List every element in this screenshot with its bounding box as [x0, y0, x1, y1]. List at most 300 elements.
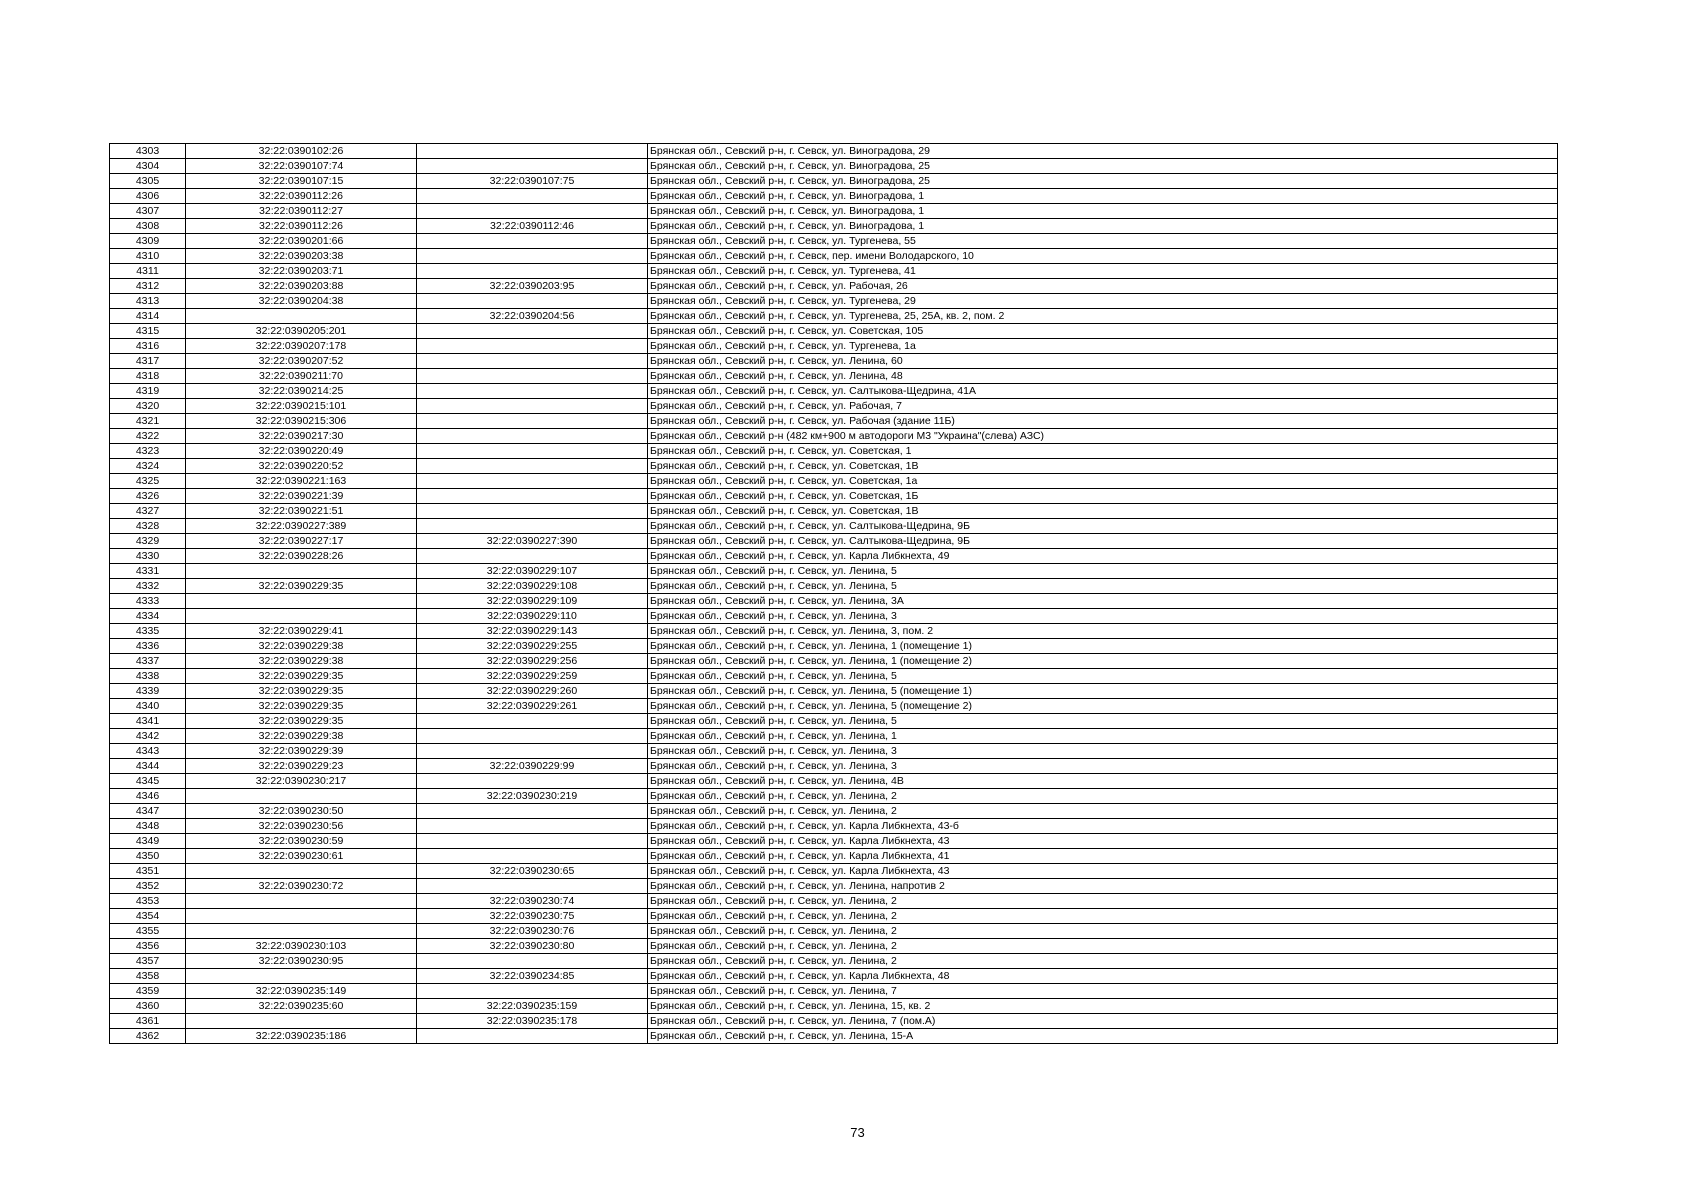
- address-cell: Брянская обл., Севский р-н, г. Севск, ул. Советская, 1В: [648, 504, 1558, 519]
- cadastral-number-cell: 32:22:0390207:178: [186, 339, 417, 354]
- table-row: [110, 984, 1558, 999]
- address-cell: Брянская обл., Севский р-н, г. Севск, ул. Ленина, 2: [648, 909, 1558, 924]
- address-cell: Брянская обл., Севский р-н, г. Севск, ул. Рабочая, 7: [648, 399, 1558, 414]
- address-cell: Брянская обл., Севский р-н, г. Севск, ул. Ленина, 2: [648, 954, 1558, 969]
- cadastral-number-cell: 32:22:0390207:52: [186, 354, 417, 369]
- table-row: [110, 879, 1558, 894]
- table-row: [110, 354, 1558, 369]
- cadastral-number-cell: 32:22:0390229:35: [186, 714, 417, 729]
- table-row: [110, 159, 1558, 174]
- table-body: [110, 144, 1558, 1044]
- address-cell: Брянская обл., Севский р-н, г. Севск, ул. Тургенева, 29: [648, 294, 1558, 309]
- cadastral-number-cell: 32:22:0390203:71: [186, 264, 417, 279]
- row-number-cell: 4325: [110, 474, 186, 489]
- linked-cadastral-number-cell: [417, 234, 648, 249]
- address-cell: Брянская обл., Севский р-н, г. Севск, ул. Ленина, 3: [648, 744, 1558, 759]
- cadastral-number-cell: 32:22:0390201:66: [186, 234, 417, 249]
- table-row: [110, 909, 1558, 924]
- cadastral-number-cell: 32:22:0390227:389: [186, 519, 417, 534]
- cadastral-number-cell: [186, 894, 417, 909]
- address-cell: Брянская обл., Севский р-н, г. Севск, ул. Ленина, 3А: [648, 594, 1558, 609]
- row-number-cell: 4344: [110, 759, 186, 774]
- row-number-cell: 4348: [110, 819, 186, 834]
- row-number-cell: 4324: [110, 459, 186, 474]
- row-number-cell: 4358: [110, 969, 186, 984]
- table-row: [110, 864, 1558, 879]
- row-number-cell: 4354: [110, 909, 186, 924]
- cadastral-number-cell: 32:22:0390215:306: [186, 414, 417, 429]
- cadastral-number-cell: 32:22:0390107:15: [186, 174, 417, 189]
- table-row: [110, 774, 1558, 789]
- linked-cadastral-number-cell: [417, 819, 648, 834]
- row-number-cell: 4331: [110, 564, 186, 579]
- linked-cadastral-number-cell: 32:22:0390229:99: [417, 759, 648, 774]
- linked-cadastral-number-cell: [417, 459, 648, 474]
- linked-cadastral-number-cell: 32:22:0390229:259: [417, 669, 648, 684]
- address-cell: Брянская обл., Севский р-н, г. Севск, ул. Ленина, 2: [648, 939, 1558, 954]
- row-number-cell: 4307: [110, 204, 186, 219]
- table-row: [110, 219, 1558, 234]
- address-cell: Брянская обл., Севский р-н, г. Севск, ул. Ленина, 5: [648, 564, 1558, 579]
- table-row: [110, 249, 1558, 264]
- address-cell: Брянская обл., Севский р-н, г. Севск, ул. Карла Либкнехта, 49: [648, 549, 1558, 564]
- row-number-cell: 4312: [110, 279, 186, 294]
- row-number-cell: 4361: [110, 1014, 186, 1029]
- row-number-cell: 4362: [110, 1029, 186, 1044]
- row-number-cell: 4304: [110, 159, 186, 174]
- linked-cadastral-number-cell: [417, 414, 648, 429]
- cadastral-number-cell: 32:22:0390230:95: [186, 954, 417, 969]
- row-number-cell: 4349: [110, 834, 186, 849]
- linked-cadastral-number-cell: 32:22:0390235:178: [417, 1014, 648, 1029]
- row-number-cell: 4333: [110, 594, 186, 609]
- table-row: [110, 714, 1558, 729]
- row-number-cell: 4328: [110, 519, 186, 534]
- address-cell: Брянская обл., Севский р-н, г. Севск, ул. Советская, 1Б: [648, 489, 1558, 504]
- row-number-cell: 4346: [110, 789, 186, 804]
- linked-cadastral-number-cell: [417, 324, 648, 339]
- table-row: [110, 684, 1558, 699]
- linked-cadastral-number-cell: [417, 474, 648, 489]
- table-row: [110, 294, 1558, 309]
- table-row: [110, 924, 1558, 939]
- address-cell: Брянская обл., Севский р-н, г. Севск, ул. Карла Либкнехта, 43-б: [648, 819, 1558, 834]
- table-row: [110, 849, 1558, 864]
- address-cell: Брянская обл., Севский р-н, г. Севск, ул. Советская, 1: [648, 444, 1558, 459]
- row-number-cell: 4311: [110, 264, 186, 279]
- address-cell: Брянская обл., Севский р-н, г. Севск, ул. Салтыкова-Щедрина, 41А: [648, 384, 1558, 399]
- cadastral-number-cell: 32:22:0390229:39: [186, 744, 417, 759]
- table-row: [110, 309, 1558, 324]
- address-cell: Брянская обл., Севский р-н, г. Севск, ул. Рабочая (здание 11Б): [648, 414, 1558, 429]
- table-row: [110, 534, 1558, 549]
- cadastral-number-cell: [186, 609, 417, 624]
- linked-cadastral-number-cell: [417, 774, 648, 789]
- linked-cadastral-number-cell: 32:22:0390230:74: [417, 894, 648, 909]
- linked-cadastral-number-cell: 32:22:0390112:46: [417, 219, 648, 234]
- table-row: [110, 279, 1558, 294]
- cadastral-number-cell: [186, 924, 417, 939]
- cadastral-number-cell: 32:22:0390204:38: [186, 294, 417, 309]
- linked-cadastral-number-cell: 32:22:0390203:95: [417, 279, 648, 294]
- cadastral-number-cell: 32:22:0390227:17: [186, 534, 417, 549]
- linked-cadastral-number-cell: [417, 714, 648, 729]
- table-row: [110, 504, 1558, 519]
- table-row: [110, 459, 1558, 474]
- cadastral-number-cell: 32:22:0390230:61: [186, 849, 417, 864]
- linked-cadastral-number-cell: [417, 744, 648, 759]
- address-cell: Брянская обл., Севский р-н, г. Севск, ул. Виноградова, 25: [648, 159, 1558, 174]
- linked-cadastral-number-cell: [417, 954, 648, 969]
- linked-cadastral-number-cell: [417, 504, 648, 519]
- linked-cadastral-number-cell: [417, 729, 648, 744]
- table-row: [110, 144, 1558, 159]
- address-cell: Брянская обл., Севский р-н, г. Севск, ул. Ленина, 3: [648, 609, 1558, 624]
- table-row: [110, 519, 1558, 534]
- table-row: [110, 399, 1558, 414]
- table-row: [110, 414, 1558, 429]
- row-number-cell: 4352: [110, 879, 186, 894]
- address-cell: Брянская обл., Севский р-н, г. Севск, ул. Ленина, 1: [648, 729, 1558, 744]
- row-number-cell: 4314: [110, 309, 186, 324]
- row-number-cell: 4310: [110, 249, 186, 264]
- address-cell: Брянская обл., Севский р-н, г. Севск, ул. Ленина, 5: [648, 714, 1558, 729]
- row-number-cell: 4335: [110, 624, 186, 639]
- table-row: [110, 819, 1558, 834]
- row-number-cell: 4308: [110, 219, 186, 234]
- cadastral-number-cell: [186, 594, 417, 609]
- row-number-cell: 4338: [110, 669, 186, 684]
- address-cell: Брянская обл., Севский р-н, г. Севск, ул. Виноградова, 1: [648, 189, 1558, 204]
- address-cell: Брянская обл., Севский р-н, г. Севск, ул. Тургенева, 25, 25А, кв. 2, пом. 2: [648, 309, 1558, 324]
- address-cell: Брянская обл., Севский р-н, г. Севск, ул. Виноградова, 29: [648, 144, 1558, 159]
- linked-cadastral-number-cell: [417, 369, 648, 384]
- cadastral-number-cell: 32:22:0390107:74: [186, 159, 417, 174]
- address-cell: Брянская обл., Севский р-н, г. Севск, ул. Рабочая, 26: [648, 279, 1558, 294]
- cadastral-number-cell: 32:22:0390221:51: [186, 504, 417, 519]
- row-number-cell: 4319: [110, 384, 186, 399]
- row-number-cell: 4327: [110, 504, 186, 519]
- linked-cadastral-number-cell: 32:22:0390229:109: [417, 594, 648, 609]
- table-row: [110, 234, 1558, 249]
- linked-cadastral-number-cell: 32:22:0390234:85: [417, 969, 648, 984]
- cadastral-number-cell: 32:22:0390230:217: [186, 774, 417, 789]
- row-number-cell: 4339: [110, 684, 186, 699]
- address-cell: Брянская обл., Севский р-н, г. Севск, ул. Карла Либкнехта, 48: [648, 969, 1558, 984]
- table-row: [110, 654, 1558, 669]
- row-number-cell: 4305: [110, 174, 186, 189]
- address-cell: Брянская обл., Севский р-н, г. Севск, ул. Советская, 1а: [648, 474, 1558, 489]
- address-cell: Брянская обл., Севский р-н, г. Севск, ул. Советская, 105: [648, 324, 1558, 339]
- cadastral-number-cell: 32:22:0390230:56: [186, 819, 417, 834]
- address-cell: Брянская обл., Севский р-н, г. Севск, ул. Ленина, 5 (помещение 1): [648, 684, 1558, 699]
- linked-cadastral-number-cell: [417, 399, 648, 414]
- cadastral-number-cell: 32:22:0390229:41: [186, 624, 417, 639]
- address-cell: Брянская обл., Севский р-н, г. Севск, ул. Карла Либкнехта, 43: [648, 834, 1558, 849]
- row-number-cell: 4318: [110, 369, 186, 384]
- cadastral-number-cell: 32:22:0390229:38: [186, 639, 417, 654]
- row-number-cell: 4342: [110, 729, 186, 744]
- linked-cadastral-number-cell: 32:22:0390230:219: [417, 789, 648, 804]
- table-row: [110, 564, 1558, 579]
- cadastral-number-cell: 32:22:0390229:23: [186, 759, 417, 774]
- cadastral-number-cell: 32:22:0390235:149: [186, 984, 417, 999]
- address-cell: Брянская обл., Севский р-н, г. Севск, ул. Ленина, напротив 2: [648, 879, 1558, 894]
- cadastral-number-cell: 32:22:0390215:101: [186, 399, 417, 414]
- row-number-cell: 4326: [110, 489, 186, 504]
- cadastral-number-cell: 32:22:0390230:72: [186, 879, 417, 894]
- address-cell: Брянская обл., Севский р-н, г. Севск, ул. Советская, 1В: [648, 459, 1558, 474]
- cadastral-number-cell: 32:22:0390112:27: [186, 204, 417, 219]
- cadastral-number-cell: 32:22:0390221:39: [186, 489, 417, 504]
- registry-table: [109, 143, 1558, 1044]
- address-cell: Брянская обл., Севский р-н, г. Севск, ул. Ленина, 2: [648, 894, 1558, 909]
- table-row: [110, 1029, 1558, 1044]
- row-number-cell: 4350: [110, 849, 186, 864]
- row-number-cell: 4357: [110, 954, 186, 969]
- cadastral-number-cell: 32:22:0390220:52: [186, 459, 417, 474]
- cadastral-number-cell: 32:22:0390235:60: [186, 999, 417, 1014]
- cadastral-number-cell: [186, 1014, 417, 1029]
- table-row: [110, 699, 1558, 714]
- cadastral-number-cell: 32:22:0390229:35: [186, 669, 417, 684]
- address-cell: Брянская обл., Севский р-н, г. Севск, ул. Ленина, 5: [648, 669, 1558, 684]
- row-number-cell: 4341: [110, 714, 186, 729]
- cadastral-number-cell: 32:22:0390235:186: [186, 1029, 417, 1044]
- linked-cadastral-number-cell: [417, 444, 648, 459]
- row-number-cell: 4315: [110, 324, 186, 339]
- cadastral-number-cell: 32:22:0390229:38: [186, 729, 417, 744]
- table-row: [110, 804, 1558, 819]
- address-cell: Брянская обл., Севский р-н, г. Севск, пер. имени Володарского, 10: [648, 249, 1558, 264]
- row-number-cell: 4320: [110, 399, 186, 414]
- cadastral-number-cell: [186, 864, 417, 879]
- address-cell: Брянская обл., Севский р-н, г. Севск, ул. Карла Либкнехта, 43: [648, 864, 1558, 879]
- linked-cadastral-number-cell: 32:22:0390227:390: [417, 534, 648, 549]
- row-number-cell: 4340: [110, 699, 186, 714]
- table-row: [110, 579, 1558, 594]
- cadastral-number-cell: 32:22:0390203:88: [186, 279, 417, 294]
- linked-cadastral-number-cell: [417, 489, 648, 504]
- table-row: [110, 174, 1558, 189]
- linked-cadastral-number-cell: [417, 144, 648, 159]
- table-row: [110, 999, 1558, 1014]
- cadastral-number-cell: 32:22:0390211:70: [186, 369, 417, 384]
- table-row: [110, 729, 1558, 744]
- cadastral-number-cell: 32:22:0390229:35: [186, 579, 417, 594]
- address-cell: Брянская обл., Севский р-н, г. Севск, ул. Тургенева, 41: [648, 264, 1558, 279]
- row-number-cell: 4336: [110, 639, 186, 654]
- address-cell: Брянская обл., Севский р-н, г. Севск, ул. Ленина, 60: [648, 354, 1558, 369]
- table-row: [110, 339, 1558, 354]
- cadastral-number-cell: [186, 789, 417, 804]
- linked-cadastral-number-cell: 32:22:0390229:255: [417, 639, 648, 654]
- row-number-cell: 4313: [110, 294, 186, 309]
- table-row: [110, 429, 1558, 444]
- address-cell: Брянская обл., Севский р-н, г. Севск, ул. Виноградова, 1: [648, 204, 1558, 219]
- address-cell: Брянская обл., Севский р-н, г. Севск, ул. Ленина, 15, кв. 2: [648, 999, 1558, 1014]
- row-number-cell: 4359: [110, 984, 186, 999]
- cadastral-number-cell: [186, 969, 417, 984]
- linked-cadastral-number-cell: [417, 879, 648, 894]
- row-number-cell: 4360: [110, 999, 186, 1014]
- address-cell: Брянская обл., Севский р-н, г. Севск, ул. Ленина, 3: [648, 759, 1558, 774]
- linked-cadastral-number-cell: [417, 294, 648, 309]
- cadastral-number-cell: 32:22:0390230:103: [186, 939, 417, 954]
- table-row: [110, 489, 1558, 504]
- linked-cadastral-number-cell: 32:22:0390229:260: [417, 684, 648, 699]
- table-row: [110, 624, 1558, 639]
- linked-cadastral-number-cell: 32:22:0390229:143: [417, 624, 648, 639]
- row-number-cell: 4353: [110, 894, 186, 909]
- linked-cadastral-number-cell: [417, 354, 648, 369]
- address-cell: Брянская обл., Севский р-н, г. Севск, ул. Ленина, 4В: [648, 774, 1558, 789]
- table-row: [110, 384, 1558, 399]
- row-number-cell: 4306: [110, 189, 186, 204]
- table-row: [110, 639, 1558, 654]
- row-number-cell: 4337: [110, 654, 186, 669]
- linked-cadastral-number-cell: [417, 519, 648, 534]
- row-number-cell: 4329: [110, 534, 186, 549]
- table-row: [110, 549, 1558, 564]
- address-cell: Брянская обл., Севский р-н, г. Севск, ул. Ленина, 3, пом. 2: [648, 624, 1558, 639]
- linked-cadastral-number-cell: [417, 159, 648, 174]
- row-number-cell: 4351: [110, 864, 186, 879]
- table-row: [110, 444, 1558, 459]
- table-row: [110, 669, 1558, 684]
- table-row: [110, 789, 1558, 804]
- linked-cadastral-number-cell: 32:22:0390230:80: [417, 939, 648, 954]
- address-cell: Брянская обл., Севский р-н, г. Севск, ул. Ленина, 2: [648, 924, 1558, 939]
- linked-cadastral-number-cell: 32:22:0390229:110: [417, 609, 648, 624]
- cadastral-number-cell: 32:22:0390217:30: [186, 429, 417, 444]
- linked-cadastral-number-cell: 32:22:0390107:75: [417, 174, 648, 189]
- linked-cadastral-number-cell: [417, 249, 648, 264]
- linked-cadastral-number-cell: [417, 1029, 648, 1044]
- linked-cadastral-number-cell: 32:22:0390230:65: [417, 864, 648, 879]
- linked-cadastral-number-cell: 32:22:0390230:75: [417, 909, 648, 924]
- table-row: [110, 204, 1558, 219]
- table-row: [110, 324, 1558, 339]
- linked-cadastral-number-cell: [417, 834, 648, 849]
- cadastral-number-cell: 32:22:0390228:26: [186, 549, 417, 564]
- row-number-cell: 4330: [110, 549, 186, 564]
- table-row: [110, 1014, 1558, 1029]
- cadastral-number-cell: 32:22:0390221:163: [186, 474, 417, 489]
- address-cell: Брянская обл., Севский р-н, г. Севск, ул. Тургенева, 1а: [648, 339, 1558, 354]
- cadastral-number-cell: 32:22:0390229:35: [186, 699, 417, 714]
- cadastral-number-cell: 32:22:0390230:50: [186, 804, 417, 819]
- address-cell: Брянская обл., Севский р-н, г. Севск, ул. Карла Либкнехта, 41: [648, 849, 1558, 864]
- address-cell: Брянская обл., Севский р-н, г. Севск, ул. Ленина, 2: [648, 804, 1558, 819]
- row-number-cell: 4323: [110, 444, 186, 459]
- table-row: [110, 954, 1558, 969]
- table-row: [110, 744, 1558, 759]
- address-cell: Брянская обл., Севский р-н, г. Севск, ул. Тургенева, 55: [648, 234, 1558, 249]
- linked-cadastral-number-cell: [417, 384, 648, 399]
- row-number-cell: 4321: [110, 414, 186, 429]
- row-number-cell: 4345: [110, 774, 186, 789]
- linked-cadastral-number-cell: 32:22:0390235:159: [417, 999, 648, 1014]
- cadastral-number-cell: 32:22:0390229:35: [186, 684, 417, 699]
- linked-cadastral-number-cell: [417, 984, 648, 999]
- address-cell: Брянская обл., Севский р-н, г. Севск, ул. Ленина, 15-А: [648, 1029, 1558, 1044]
- table-row: [110, 939, 1558, 954]
- row-number-cell: 4343: [110, 744, 186, 759]
- cadastral-number-cell: [186, 564, 417, 579]
- cadastral-number-cell: 32:22:0390220:49: [186, 444, 417, 459]
- address-cell: Брянская обл., Севский р-н, г. Севск, ул. Виноградова, 1: [648, 219, 1558, 234]
- linked-cadastral-number-cell: 32:22:0390204:56: [417, 309, 648, 324]
- page-number: 73: [850, 1125, 865, 1140]
- cadastral-number-cell: 32:22:0390230:59: [186, 834, 417, 849]
- table-row: [110, 894, 1558, 909]
- linked-cadastral-number-cell: [417, 339, 648, 354]
- cadastral-number-cell: [186, 909, 417, 924]
- cadastral-number-cell: 32:22:0390229:38: [186, 654, 417, 669]
- linked-cadastral-number-cell: [417, 549, 648, 564]
- table-row: [110, 189, 1558, 204]
- address-cell: Брянская обл., Севский р-н, г. Севск, ул. Ленина, 2: [648, 789, 1558, 804]
- linked-cadastral-number-cell: [417, 264, 648, 279]
- table-row: [110, 759, 1558, 774]
- row-number-cell: 4347: [110, 804, 186, 819]
- linked-cadastral-number-cell: [417, 189, 648, 204]
- address-cell: Брянская обл., Севский р-н, г. Севск, ул. Ленина, 5: [648, 579, 1558, 594]
- address-cell: Брянская обл., Севский р-н, г. Севск, ул. Ленина, 7: [648, 984, 1558, 999]
- address-cell: Брянская обл., Севский р-н, г. Севск, ул. Ленина, 7 (пом.А): [648, 1014, 1558, 1029]
- cadastral-number-cell: 32:22:0390203:38: [186, 249, 417, 264]
- row-number-cell: 4317: [110, 354, 186, 369]
- address-cell: Брянская обл., Севский р-н, г. Севск, ул. Ленина, 5 (помещение 2): [648, 699, 1558, 714]
- cadastral-number-cell: [186, 309, 417, 324]
- linked-cadastral-number-cell: 32:22:0390229:108: [417, 579, 648, 594]
- cadastral-number-cell: 32:22:0390102:26: [186, 144, 417, 159]
- linked-cadastral-number-cell: [417, 804, 648, 819]
- linked-cadastral-number-cell: 32:22:0390229:256: [417, 654, 648, 669]
- table-row: [110, 369, 1558, 384]
- linked-cadastral-number-cell: [417, 849, 648, 864]
- row-number-cell: 4303: [110, 144, 186, 159]
- linked-cadastral-number-cell: [417, 204, 648, 219]
- linked-cadastral-number-cell: 32:22:0390230:76: [417, 924, 648, 939]
- address-cell: Брянская обл., Севский р-н, г. Севск, ул. Виноградова, 25: [648, 174, 1558, 189]
- linked-cadastral-number-cell: 32:22:0390229:107: [417, 564, 648, 579]
- cadastral-number-cell: 32:22:0390214:25: [186, 384, 417, 399]
- linked-cadastral-number-cell: 32:22:0390229:261: [417, 699, 648, 714]
- table-row: [110, 474, 1558, 489]
- cadastral-number-cell: 32:22:0390112:26: [186, 219, 417, 234]
- address-cell: Брянская обл., Севский р-н, г. Севск, ул. Ленина, 1 (помещение 2): [648, 654, 1558, 669]
- row-number-cell: 4309: [110, 234, 186, 249]
- table-row: [110, 834, 1558, 849]
- row-number-cell: 4334: [110, 609, 186, 624]
- row-number-cell: 4316: [110, 339, 186, 354]
- table-row: [110, 594, 1558, 609]
- table-row: [110, 969, 1558, 984]
- linked-cadastral-number-cell: [417, 429, 648, 444]
- address-cell: Брянская обл., Севский р-н, г. Севск, ул. Салтыкова-Щедрина, 9Б: [648, 519, 1558, 534]
- row-number-cell: 4332: [110, 579, 186, 594]
- address-cell: Брянская обл., Севский р-н (482 км+900 м автодороги М3 "Украина"(слева) АЗС): [648, 429, 1558, 444]
- table-row: [110, 609, 1558, 624]
- cadastral-number-cell: 32:22:0390205:201: [186, 324, 417, 339]
- row-number-cell: 4355: [110, 924, 186, 939]
- address-cell: Брянская обл., Севский р-н, г. Севск, ул. Салтыкова-Щедрина, 9Б: [648, 534, 1558, 549]
- row-number-cell: 4356: [110, 939, 186, 954]
- row-number-cell: 4322: [110, 429, 186, 444]
- cadastral-number-cell: 32:22:0390112:26: [186, 189, 417, 204]
